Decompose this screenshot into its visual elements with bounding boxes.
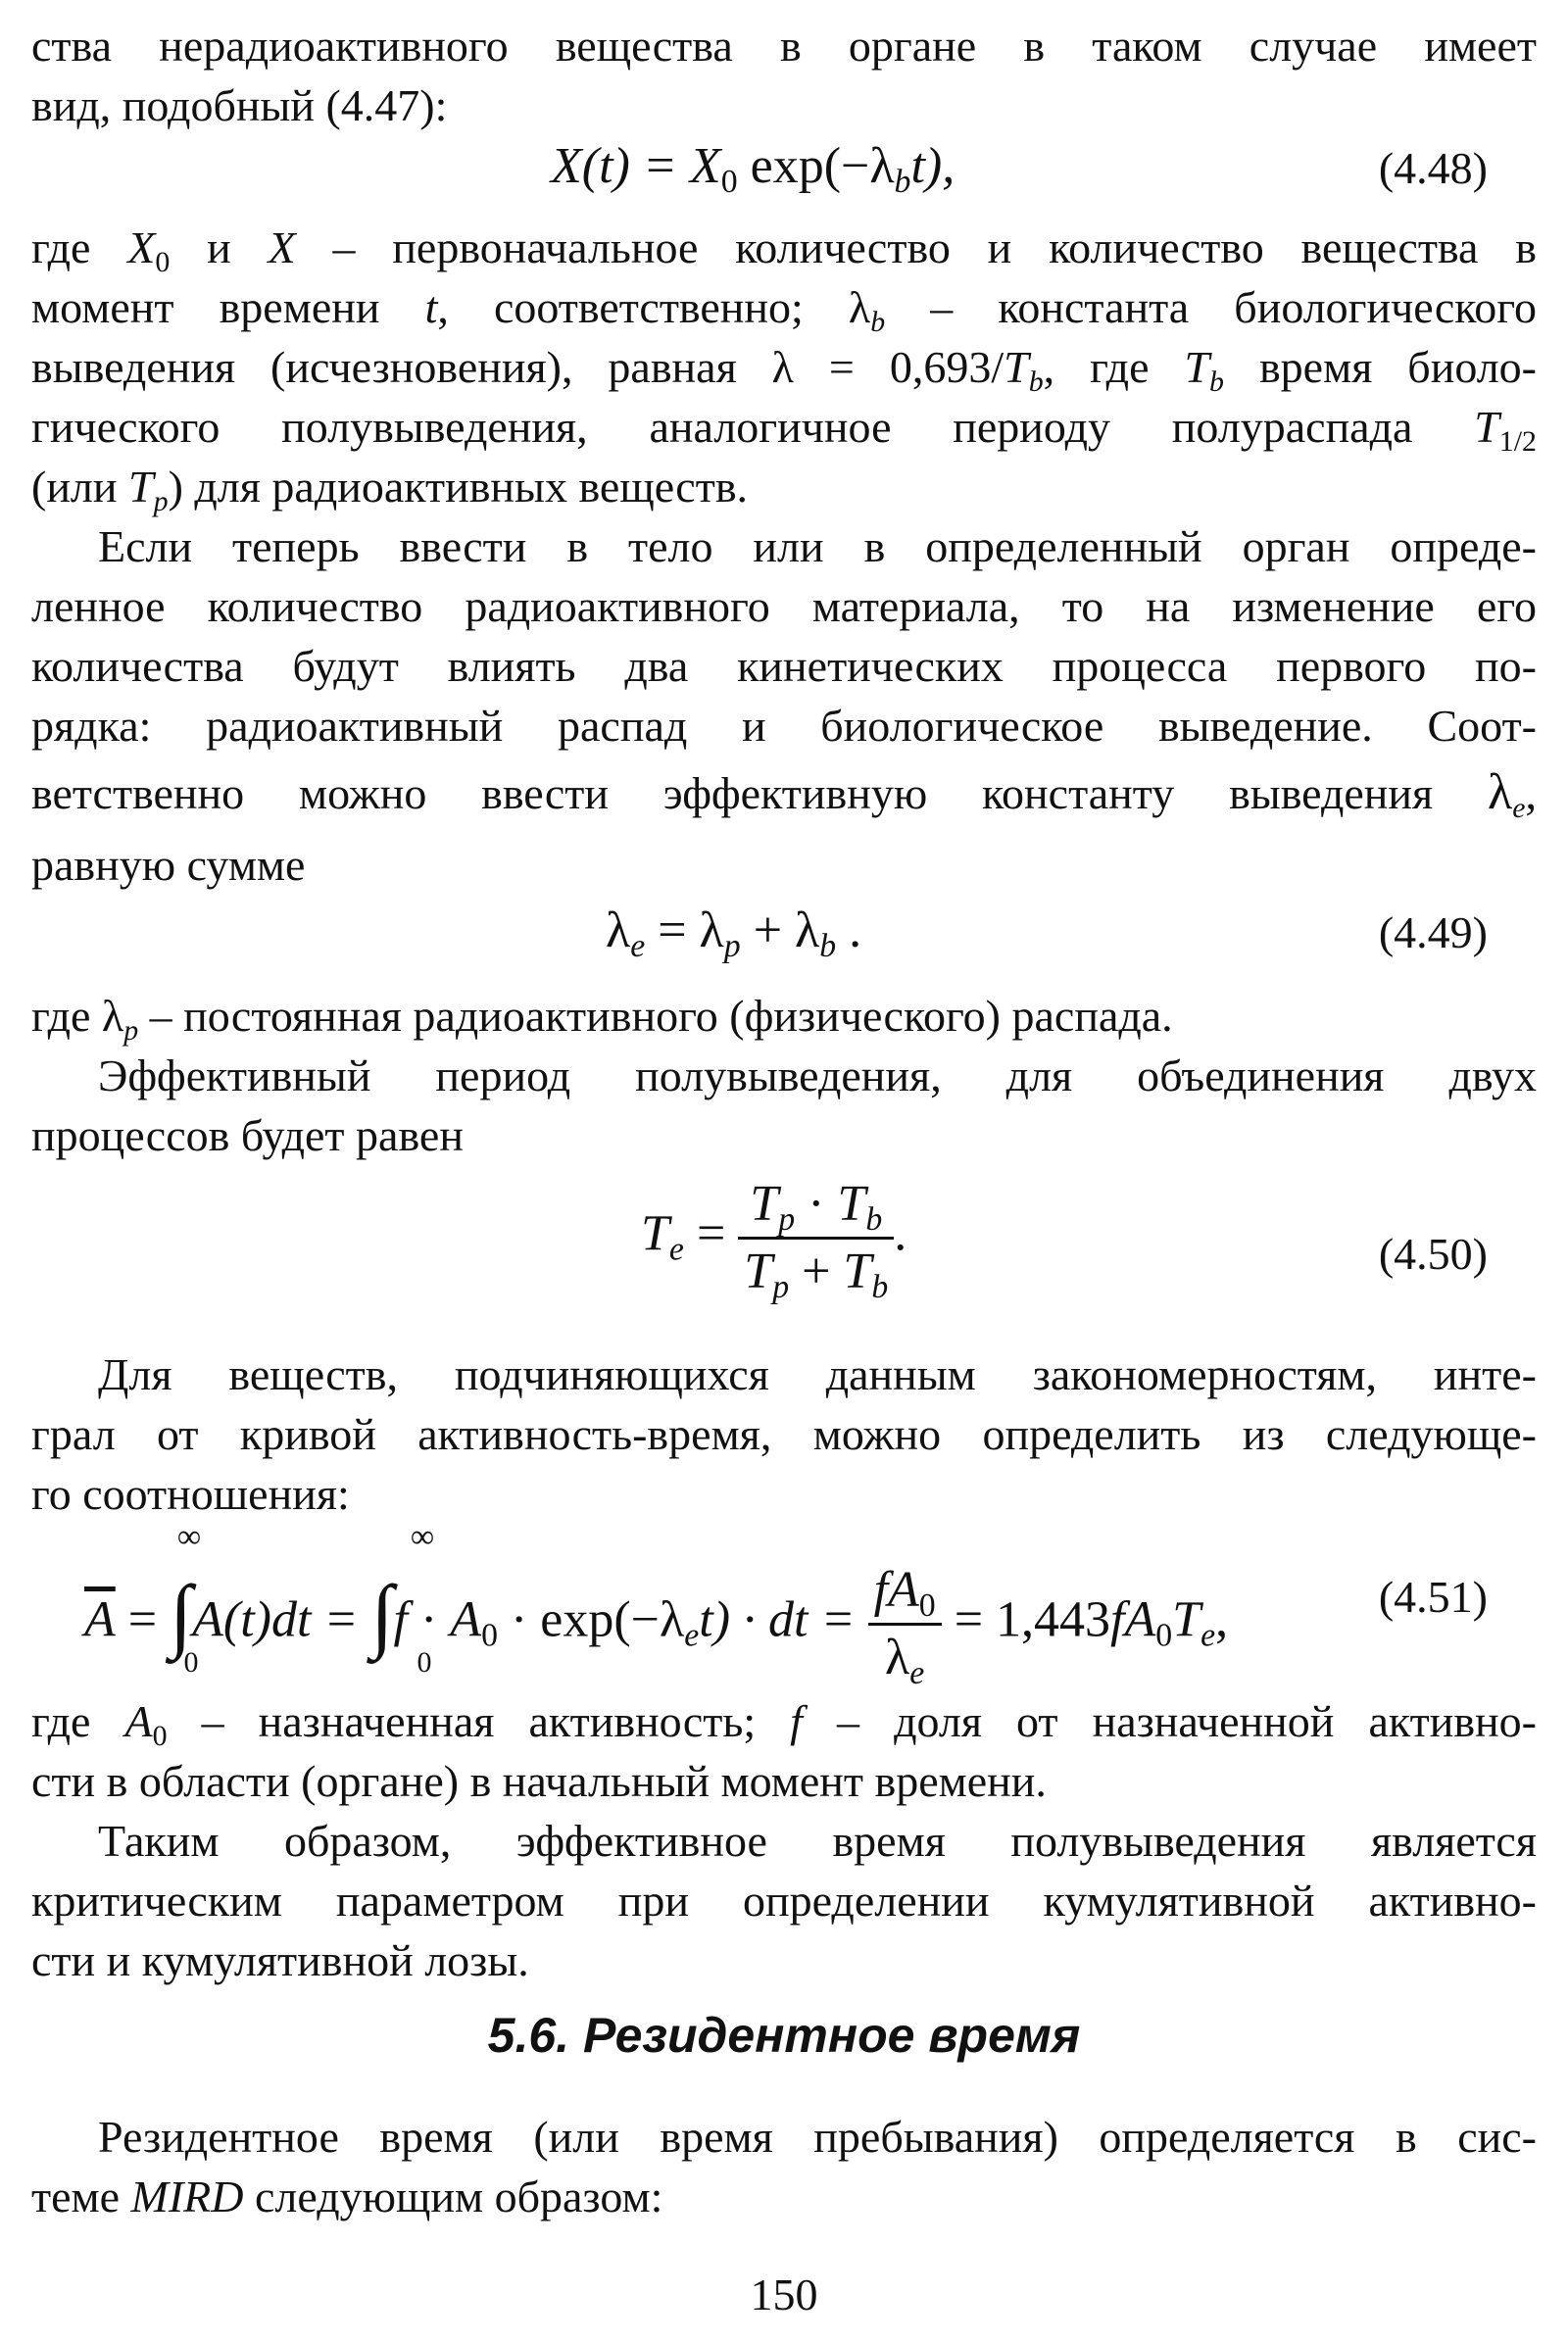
text-line: Таким образом, эффективное время полувыведения является [98, 1816, 1537, 1866]
text-line: го соотношения: [31, 1469, 350, 1519]
equation-number: (4.49) [1378, 907, 1488, 957]
eq-part: exp(−λ [737, 138, 895, 194]
equation-4-49: $\lambda_e = \lambda_p + \lambda_b$ . [606, 903, 862, 965]
integral-upper-limit: ∞ [410, 1519, 435, 1555]
text-line: количества будут влиять два кинетических процесса первого по- [31, 641, 1537, 691]
eq-sub: b [894, 164, 911, 201]
text-line: Эффективный период полувыведения, для объединения двух [98, 1050, 1537, 1100]
text-line: сти в области (органе) в начальный момент времени. [31, 1756, 1047, 1806]
text-line: (или $T_p$) для радиоактивных веществ. [31, 462, 749, 517]
text-line: Если теперь ввести в тело или в определенный орган опреде- [98, 521, 1537, 571]
text-line: момент времени t, соответственно; $\lambda_b$ – константа биологического [31, 282, 1537, 338]
equation-number: (4.50) [1378, 1229, 1488, 1279]
integral-upper-limit: ∞ [176, 1519, 202, 1555]
text-line: Резидентное время (или время пребывания) определяется в сис- [98, 2112, 1537, 2162]
text-line: выведения (исчезновения), равная $\lambda = 0,693/T_b$, где $T_b$ время биоло- [31, 342, 1537, 398]
text-line: где $X_0$ и X – первоначальное количество и количество вещества в [31, 222, 1537, 278]
integral-lower-limit: 0 [183, 1646, 199, 1679]
text-line: теме MIRD следующим образом: [31, 2171, 663, 2221]
fraction: $\frac{T_p \cdot T_b}{T_p + T_b}$ [738, 1172, 894, 1304]
text-line: где $A_0$ – назначенная активность; f – доля от назначенной активно- [31, 1696, 1537, 1752]
text-line: ветственно можно ввести эффективную константу выведения $\lambda_e$, [31, 764, 1537, 824]
equation-number: (4.48) [1378, 143, 1488, 193]
text-line: где $\lambda_p$ – постоянная радиоактивного (физического) распада. [31, 991, 1173, 1047]
fraction: $\frac{fA_0}{\lambda_e}$ [868, 1558, 942, 1690]
text-line: критическим параметром при определении кумулятивной активно- [31, 1876, 1537, 1926]
text-line: сти и кумулятивной лозы. [31, 1935, 529, 1985]
eq-sub: 0 [720, 164, 738, 201]
equation-number: (4.51) [1378, 1572, 1488, 1622]
text-line: равную сумме [31, 840, 306, 890]
eq-part: X(t) = X [551, 138, 721, 194]
equation-4-50: $T_e$ = $\frac{T_p \cdot T_b}{T_p + T_b}$ . [641, 1172, 906, 1304]
text-line: рядка: радиоактивный распад и биологическое выведение. Соот- [31, 701, 1537, 751]
text-line: процессов будет равен [31, 1110, 464, 1160]
section-heading: 5.6. Резидентное время [487, 2008, 1081, 2063]
text-line: Для веществ, подчиняющихся данным закономерностям, инте- [98, 1349, 1537, 1399]
text-line: ства нерадиоактивного вещества в органе в таком случае имеет [31, 21, 1537, 71]
text-line: вид, подобный (4.47): [31, 80, 448, 130]
page-number: 150 [750, 2269, 818, 2319]
text-line: грал от кривой активность-время, можно определить из следующе- [31, 1409, 1537, 1459]
text-line: гического полувыведения, аналогичное периоду полураспада $T_{1/2}$ [31, 402, 1537, 458]
equation-4-51: $\overline{A} = \int A(t)dt = \int f \cdot A_0 \cdot \exp(-\lambda_et)$ · dt = $\frac{fA_0}{\lambda_e}$ = $1,443fA_0T_e$, [84, 1558, 1228, 1690]
integral-lower-limit: 0 [416, 1646, 432, 1679]
eq-part: t), [910, 138, 956, 194]
equation-4-48 [551, 137, 956, 201]
text-line: ленное количество радиоактивного материала, то на изменение его [31, 581, 1537, 631]
